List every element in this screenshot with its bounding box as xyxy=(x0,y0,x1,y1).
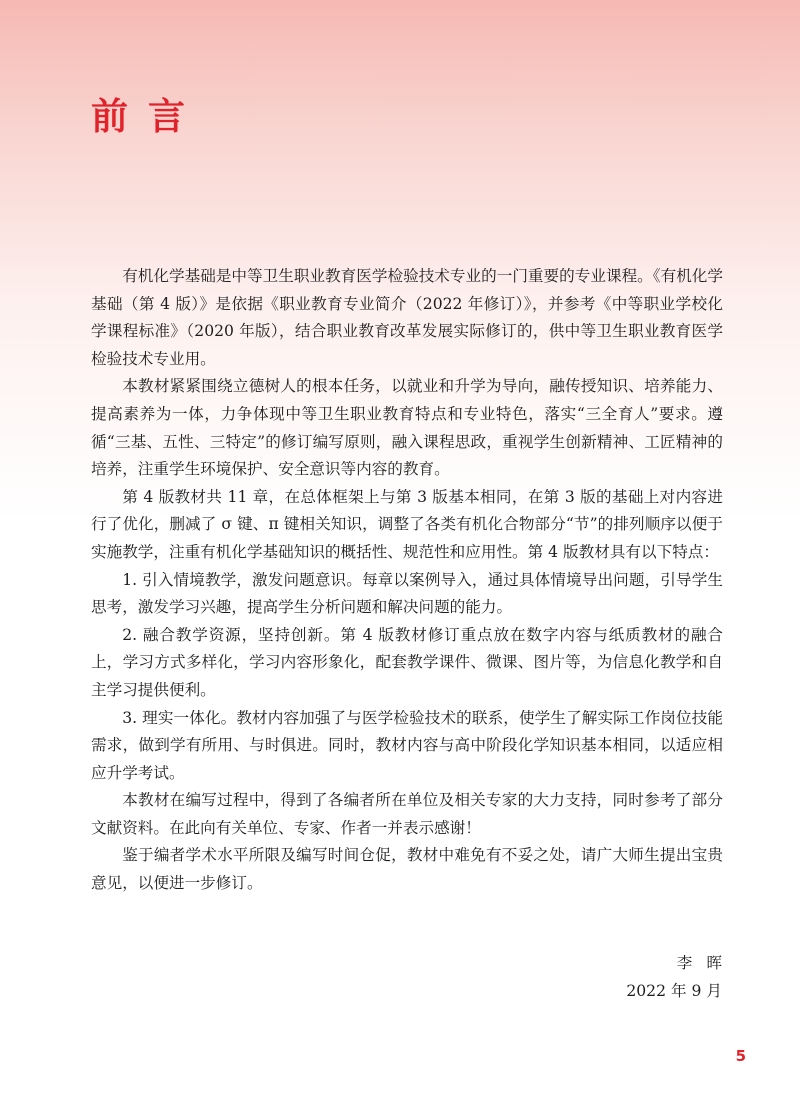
page-number: 5 xyxy=(735,1047,746,1065)
signature-block xyxy=(626,950,736,1005)
paragraph: 第 4 版教材共 11 章，在总体框架上与第 3 版基本相同，在第 3 版的基础上对内容进行了优化，删减了 σ 键、π 键相关知识，调整了各类有机化合物部分“节”的排列顺序以便于实施教学，注重有机化学基础知识的概括性、规范性和应用性。第 4 版教材具有以下特点： xyxy=(91,487,723,561)
paragraph: 本教材在编写过程中，得到了各编者所在单位及相关专家的大力支持，同时参考了部分文献资料。在此向有关单位、专家、作者一并表示感谢！ xyxy=(91,791,723,837)
preface-body xyxy=(91,263,723,898)
list-item: 2. 融合教学资源，坚持创新。第 4 版教材修订重点放在数字内容与纸质教材的融合上，学习方式多样化，学习内容形象化，配套教学课件、微课、图片等，为信息化教学和自主学习提供便利。 xyxy=(91,625,723,699)
page-title: 前言 xyxy=(91,95,205,138)
paragraph: 本教材紧紧围绕立德树人的根本任务，以就业和升学为导向，融传授知识、培养能力、提高素养为一体，力争体现中等卫生职业教育特点和专业特色，落实“三全育人”要求。遵循“三基、五性、三特定”的修订编写原则，融入课程思政，重视学生创新精神、工匠精神的培养，注重学生环境保护、安全意识等内容的教育。 xyxy=(91,377,723,479)
paragraph: 鉴于编者学术水平所限及编写时间仓促，教材中难免有不妥之处，请广大师生提出宝贵意见，以便进一步修订。 xyxy=(91,846,723,893)
list-item: 1. 引入情境教学，激发问题意识。每章以案例导入，通过具体情境导出问题，引导学生思考，激发学习兴趣，提高学生分析问题和解决问题的能力。 xyxy=(91,570,723,617)
paragraph: 有机化学基础是中等卫生职业教育医学检验技术专业的一门重要的专业课程。《有机化学基础（第 4 版）》是依据《职业教育专业简介（2022 年修订）》，并参考《中等职业学校化学课程标准》（2020 年版），结合职业教育改革发展实际修订的，供中等卫生职业教育医学检验技术专业用。 xyxy=(91,267,723,368)
author-name: 李晖 xyxy=(676,954,736,972)
list-item: 3. 理实一体化。教材内容加强了与医学检验技术的联系，使学生了解实际工作岗位技能需求，做到学有所用、与时俱进。同时，教材内容与高中阶段化学知识基本相同，以适应相应升学考试。 xyxy=(91,708,723,782)
date: 2022 年 9 月 xyxy=(626,981,722,1000)
